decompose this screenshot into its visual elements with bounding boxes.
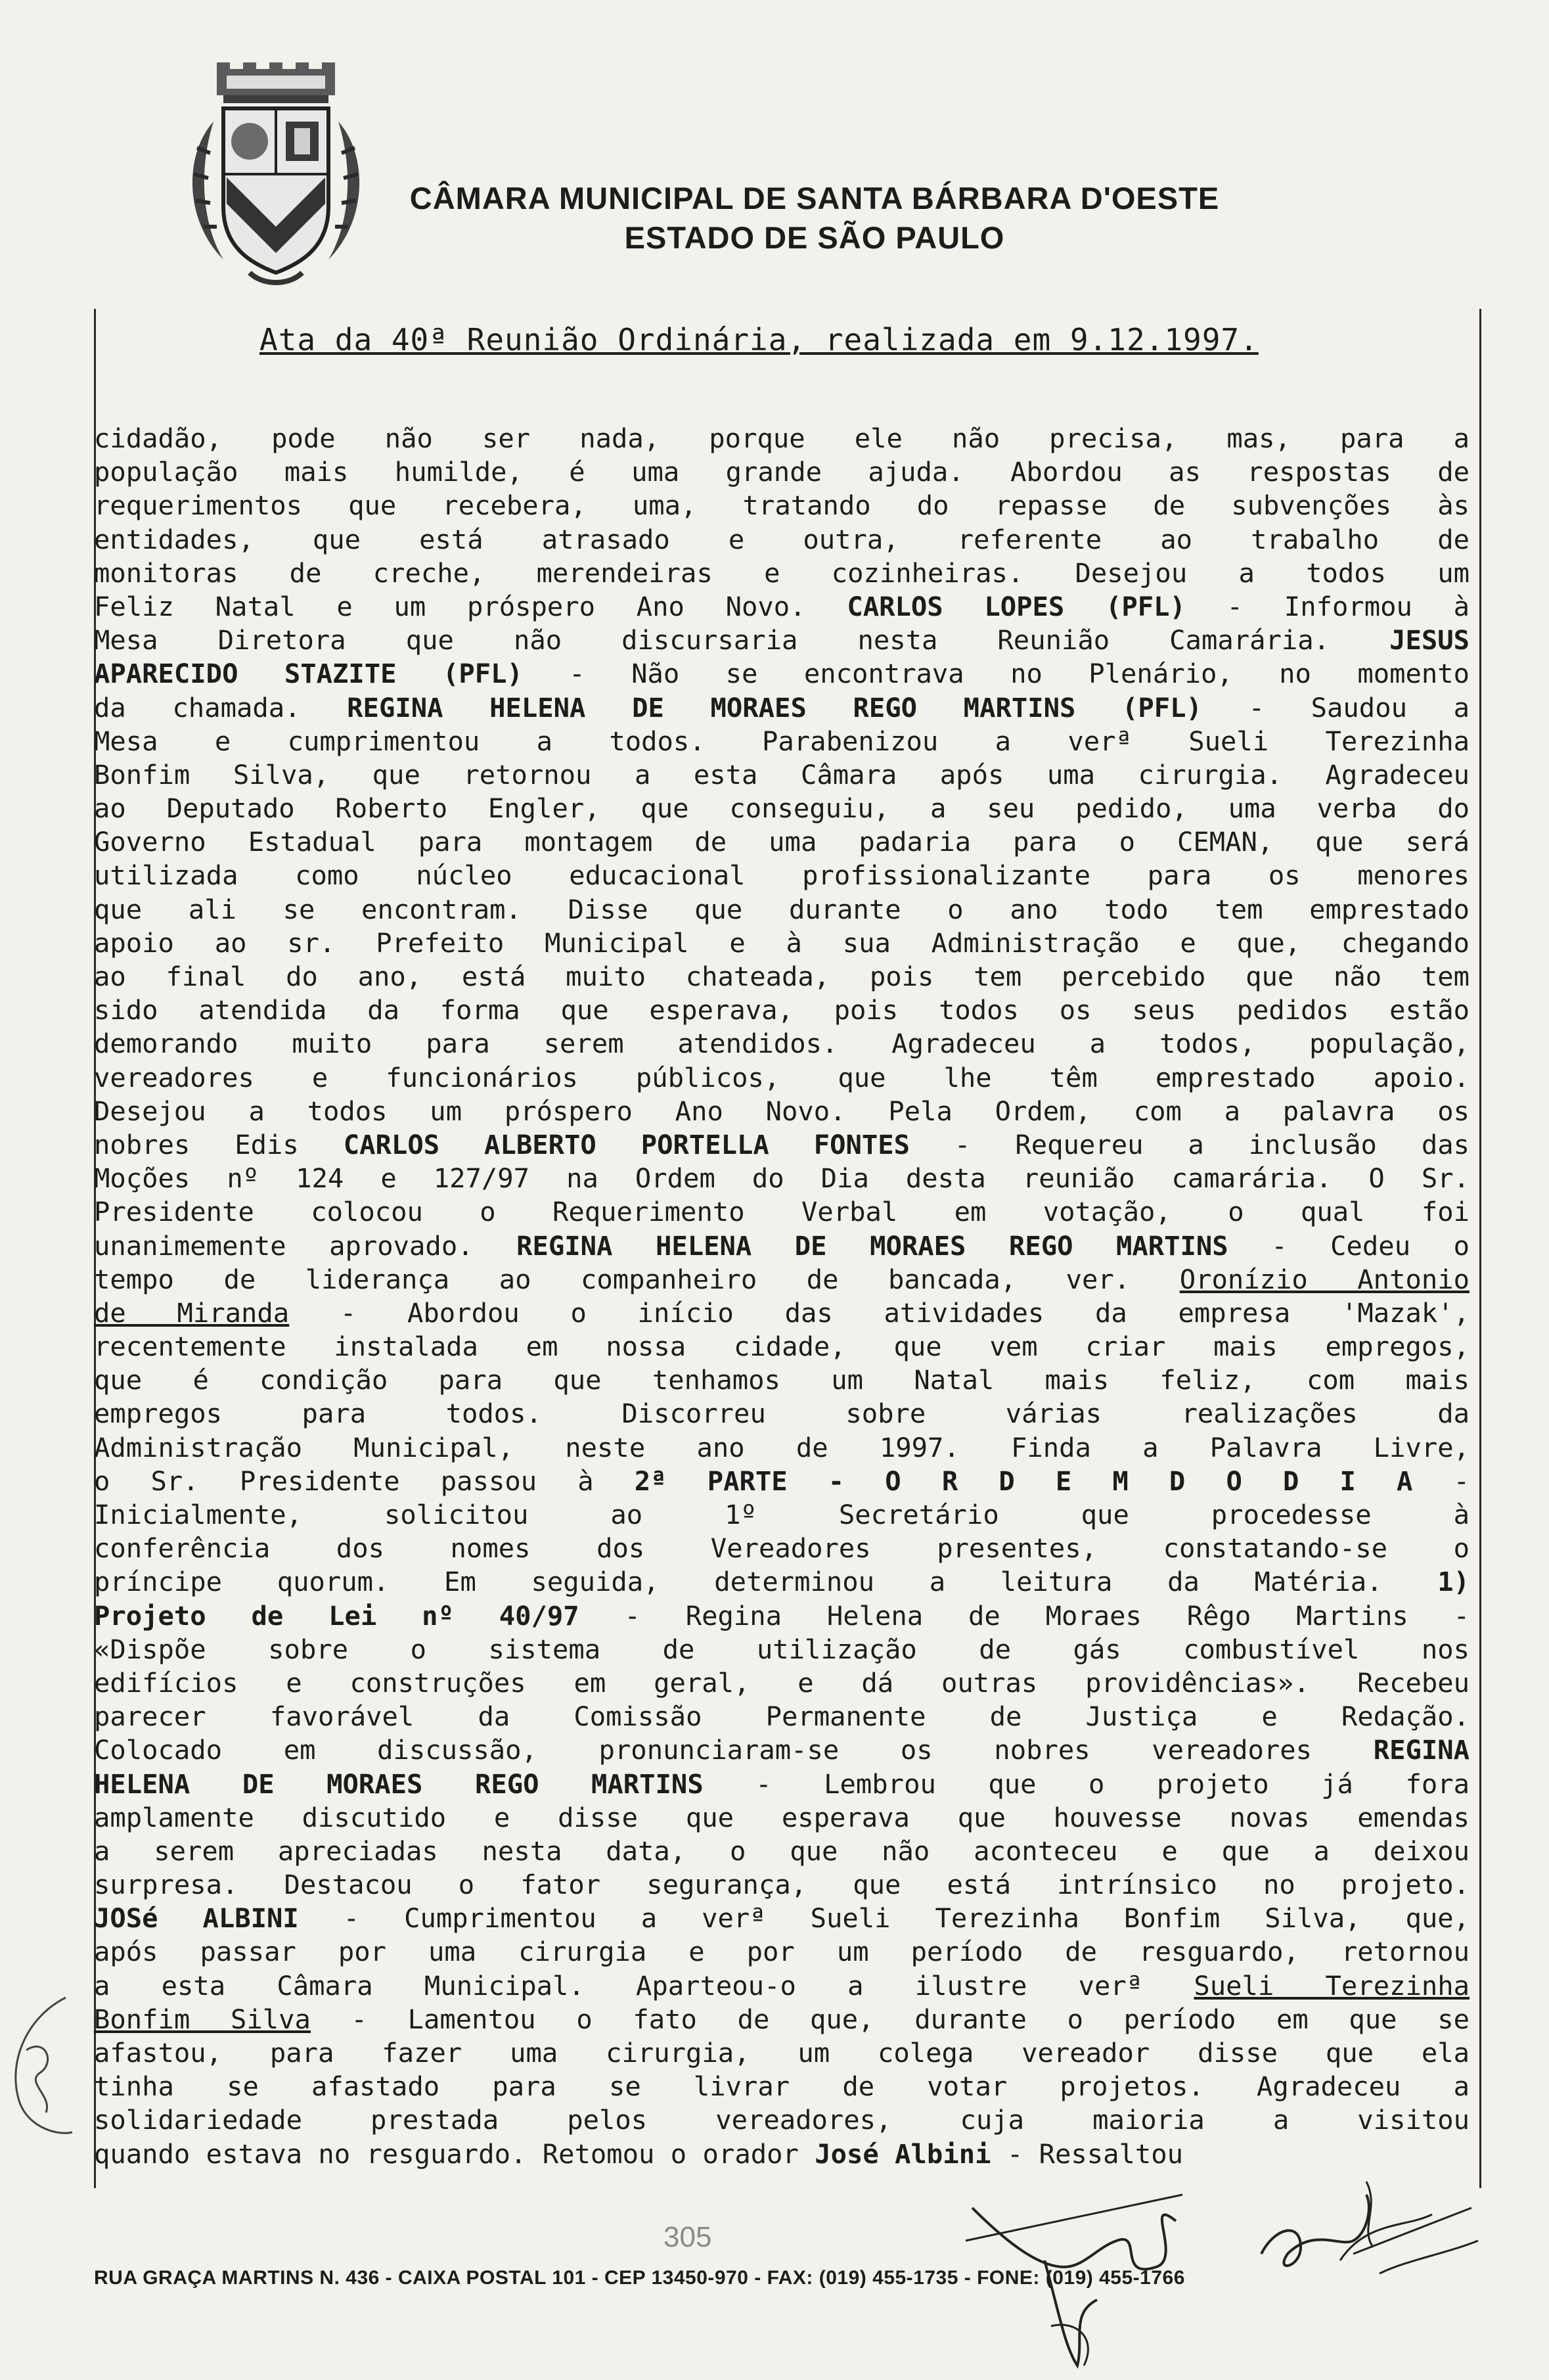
- minutes-line: quando estava no resguardo. Retomou o orador José Albini - Ressaltou: [94, 2138, 1184, 2170]
- minutes-line: APARECIDO STAZITE (PFL) - Não se encontrava no Plenário, no momento: [94, 658, 1470, 690]
- minutes-line: JOSé ALBINI - Cumprimentou a verª Sueli Terezinha Bonfim Silva, que,: [94, 1902, 1470, 1934]
- minutes-line: ao final do ano, está muito chateada, pois tem percebido que não tem: [94, 961, 1470, 992]
- header-organization: [355, 179, 1274, 258]
- minutes-line: recentemente instalada em nossa cidade, que vem criar mais empregos,: [94, 1331, 1470, 1363]
- minutes-line: que é condição para que tenhamos um Natal mais feliz, com mais: [94, 1364, 1470, 1396]
- minutes-line: Bonfim Silva, que retornou a esta Câmara após uma cirurgia. Agradeceu: [94, 758, 1470, 790]
- minutes-line: da chamada. REGINA HELENA DE MORAES REGO MARTINS (PFL) - Saudou a: [94, 691, 1470, 723]
- minutes-line: «Dispõe sobre o sistema de utilização de gás combustível nos: [94, 1633, 1470, 1665]
- minutes-line: Presidente colocou o Requerimento Verbal em votação, o qual foi: [94, 1196, 1470, 1228]
- minutes-line: solidariedade prestada pelos vereadores, cuja maioria a visitou: [94, 2104, 1470, 2136]
- minutes-line: HELENA DE MORAES REGO MARTINS - Lembrou que o projeto já fora: [94, 1768, 1470, 1800]
- minutes-body: [94, 422, 1470, 2171]
- minutes-line: após passar por uma cirurgia e por um período de resguardo, retornou: [94, 1936, 1470, 1968]
- minutes-line: ao Deputado Roberto Engler, que conseguiu, a seu pedido, uma verba do: [94, 792, 1470, 825]
- minutes-line: Projeto de Lei nº 40/97 - Regina Helena de Moraes Rêgo Martins -: [94, 1599, 1470, 1632]
- footer-address: RUA GRAÇA MARTINS N. 436 - CAIXA POSTAL 101 - CEP 13450-970 - FAX: (019) 455-1735 - FONE: (019) 455-1766: [94, 2267, 1185, 2289]
- minutes-line: Feliz Natal e um próspero Ano Novo. CARLOS LOPES (PFL) - Informou à: [94, 590, 1470, 622]
- minutes-line: tinha se afastado para se livrar de votar projetos. Agradeceu a: [94, 2071, 1470, 2103]
- minutes-line: Colocado em discussão, pronunciaram-se os nobres vereadores REGINA: [94, 1734, 1470, 1766]
- minutes-line: príncipe quorum. Em seguida, determinou a leitura da Matéria. 1): [94, 1566, 1470, 1598]
- minutes-line: demorando muito para serem atendidos. Agradeceu a todos, população,: [94, 1028, 1470, 1060]
- minutes-line: utilizada como núcleo educacional profissionalizante para os menores: [94, 859, 1470, 892]
- minutes-line: a esta Câmara Municipal. Aparteou-o a ilustre verª Sueli Terezinha: [94, 1969, 1470, 2002]
- minutes-line: requerimentos que recebera, uma, tratando do repasse de subvenções às: [94, 490, 1470, 522]
- minutes-line: empregos para todos. Discorreu sobre várias realizações da: [94, 1398, 1470, 1430]
- minutes-line: Mesa e cumprimentou a todos. Parabenizou a verª Sueli Terezinha: [94, 725, 1470, 757]
- minutes-line: sido atendida da forma que esperava, pois todos os seus pedidos estão: [94, 994, 1470, 1026]
- minutes-line: monitoras de creche, merendeiras e cozinheiras. Desejou a todos um: [94, 557, 1470, 589]
- minutes-line: cidadão, pode não ser nada, porque ele não precisa, mas, para a: [94, 423, 1470, 454]
- minutes-line: surpresa. Destacou o fator segurança, que está intrínsico no projeto.: [94, 1869, 1470, 1901]
- margin-initials-signature: [0, 1991, 79, 2142]
- minutes-line: população mais humilde, é uma grande ajuda. Abordou as respostas de: [94, 456, 1470, 488]
- municipal-crest-icon: [177, 62, 374, 292]
- minutes-line: parecer favorável da Comissão Permanente de Justiça e Redação.: [94, 1701, 1470, 1733]
- minutes-line: de Miranda - Abordou o início das atividades da empresa 'Mazak',: [94, 1296, 1470, 1329]
- minutes-line: edifícios e construções em geral, e dá outras providências». Recebeu: [94, 1666, 1470, 1699]
- document-title: Ata da 40ª Reunião Ordinária, realizada em 9.12.1997.: [259, 322, 1259, 357]
- minutes-line: Administração Municipal, neste ano de 1997. Finda a Palavra Livre,: [94, 1431, 1470, 1463]
- minutes-line: Bonfim Silva - Lamentou o fato de que, durante o período em que se: [94, 2003, 1470, 2035]
- minutes-line: apoio ao sr. Prefeito Municipal e à sua Administração e que, chegando: [94, 927, 1470, 959]
- right-margin-rule: [1479, 309, 1481, 2188]
- minutes-line: unanimemente aprovado. REGINA HELENA DE MORAES REGO MARTINS - Cedeu o: [94, 1229, 1470, 1262]
- minutes-line: o Sr. Presidente passou à 2ª PARTE - O R D E M D O D I A -: [94, 1465, 1470, 1497]
- minutes-line: entidades, que está atrasado e outra, referente ao trabalho de: [94, 523, 1470, 555]
- minutes-line: conferência dos nomes dos Vereadores presentes, constatando-se o: [94, 1532, 1470, 1565]
- minutes-line: tempo de liderança ao companheiro de bancada, ver. Oronízio Antonio: [94, 1263, 1470, 1295]
- minutes-line: Mesa Diretora que não discursaria nesta Reunião Camarária. JESUS: [94, 624, 1470, 656]
- minutes-line: Governo Estadual para montagem de uma padaria para o CEMAN, que será: [94, 826, 1470, 858]
- minutes-line: Desejou a todos um próspero Ano Novo. Pela Ordem, com a palavra os: [94, 1095, 1470, 1127]
- minutes-line: a serem apreciadas nesta data, o que não aconteceu e que a deixou: [94, 1835, 1470, 1867]
- minutes-line: amplamente discutido e disse que esperava que houvesse novas emendas: [94, 1801, 1470, 1833]
- minutes-line: nobres Edis CARLOS ALBERTO PORTELLA FONTES - Requereu a inclusão das: [94, 1128, 1470, 1160]
- minutes-line: vereadores e funcionários públicos, que lhe têm emprestado apoio.: [94, 1061, 1470, 1093]
- minutes-line: Moções nº 124 e 127/97 na Ordem do Dia desta reunião camarária. O Sr.: [94, 1162, 1470, 1195]
- page-number: 305: [663, 2221, 712, 2253]
- minutes-line: que ali se encontram. Disse que durante o ano todo tem emprestado: [94, 893, 1470, 925]
- organization-name: CÂMARA MUNICIPAL DE SANTA BÁRBARA D'OESTE: [409, 181, 1220, 216]
- minutes-line: Inicialmente, solicitou ao 1º Secretário que procedesse à: [94, 1499, 1470, 1530]
- minutes-line: afastou, para fazer uma cirurgia, um colega vereador disse que ela: [94, 2037, 1470, 2069]
- organization-state: ESTADO DE SÃO PAULO: [624, 220, 1005, 255]
